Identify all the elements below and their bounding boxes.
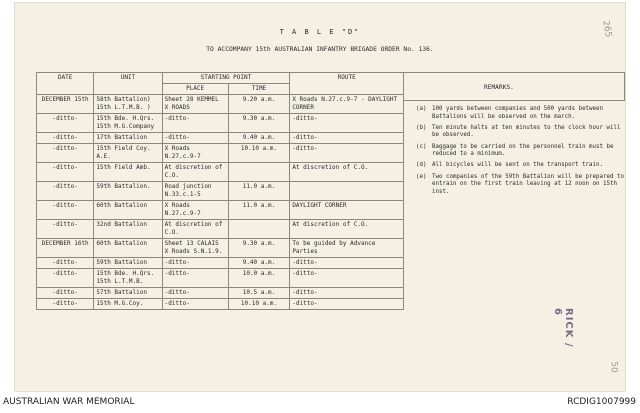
cell-route: X Roads N.27.c.9-7 - DAYLIGHT CORNER	[290, 95, 404, 114]
cell-date: -ditto-	[37, 201, 94, 220]
cell-place: At discretion of C.O.	[162, 163, 228, 182]
cell-time: 9.20 a.m.	[228, 95, 290, 114]
cell-date: -ditto-	[37, 269, 94, 288]
cell-route: -ditto-	[290, 258, 404, 269]
table-row	[37, 269, 404, 288]
cell-date: DECEMBER 15th	[37, 95, 94, 114]
cell-date: -ditto-	[37, 144, 94, 163]
stamp: RICK / 6	[552, 308, 574, 348]
cell-time: 10.5 a.m.	[228, 288, 290, 299]
table-row	[37, 114, 404, 133]
cell-unit: 57th Battalion	[94, 288, 162, 299]
remark-item	[416, 174, 626, 197]
remark-text: Two companies of the 59th Battalion will be prepared to entrain on the first train leaving at 12 noon on 15th inst.	[432, 173, 624, 195]
cell-place: Road junction N.33.c.1-5	[162, 182, 228, 201]
cell-time	[228, 220, 290, 239]
header-remarks-label: REMARKS.	[484, 84, 514, 91]
cell-place: -ditto-	[162, 299, 228, 310]
remark-item	[416, 125, 626, 140]
cell-route: To be guided by Advance Parties	[290, 239, 404, 258]
cell-time: 10.10 a.m.	[228, 299, 290, 310]
remark-label: (a)	[416, 106, 427, 112]
remarks-list	[416, 106, 626, 200]
cell-route: -ditto-	[290, 288, 404, 299]
table-row	[37, 144, 404, 163]
cell-unit: 32nd Battalion	[94, 220, 162, 239]
cell-unit: 59th Battalion.	[94, 182, 162, 201]
cell-date: DECEMBER 16th	[37, 239, 94, 258]
remark-item	[416, 106, 626, 121]
cell-date: -ditto-	[37, 299, 94, 310]
cell-place: Sheet 13 CALAIS X Roads S.N.1.9.	[162, 239, 228, 258]
header-route: ROUTE	[290, 73, 404, 95]
remark-label: (b)	[416, 124, 427, 131]
cell-unit: 60th Battalion	[94, 239, 162, 258]
cell-time: 9.40 a.m.	[228, 258, 290, 269]
remark-text: All bicycles will be sent on the transport train.	[432, 162, 604, 169]
remark-text: Ten minute halts at ten minutes to the clock hour will be observed.	[432, 124, 621, 139]
document-page	[14, 2, 626, 392]
table-row	[37, 201, 404, 220]
cell-date: -ditto-	[37, 182, 94, 201]
cell-route: -ditto-	[290, 269, 404, 288]
cell-route: At discretion of C.O.	[290, 163, 404, 182]
page-number-bottom: 50	[608, 361, 619, 373]
remark-text: Baggage to be carried on the personnel train must be reduced to a minimum.	[432, 143, 614, 158]
footer	[0, 394, 640, 413]
cell-date: -ditto-	[37, 114, 94, 133]
document-subtitle: TO ACCOMPANY 15th AUSTRALIAN INFANTRY BRIGADE ORDER No. 136.	[206, 46, 434, 53]
cell-unit: 15th Bde. H.Qrs. 15th L.T.M.B.	[94, 269, 162, 288]
cell-date: -ditto-	[37, 258, 94, 269]
remark-label: (d)	[416, 162, 427, 169]
cell-time	[228, 163, 290, 182]
cell-route: -ditto-	[290, 144, 404, 163]
cell-time: 9.30 a.m.	[228, 114, 290, 133]
header-date: DATE	[37, 73, 94, 95]
table-row	[37, 95, 404, 114]
cell-route	[290, 182, 404, 201]
header-unit: UNIT	[94, 73, 162, 95]
header-starting-point: STARTING POINT	[162, 73, 290, 84]
table-row	[37, 182, 404, 201]
cell-place: At discretion of C.O.	[162, 220, 228, 239]
cell-place: -ditto-	[162, 269, 228, 288]
remark-item	[416, 162, 626, 170]
table-row	[37, 288, 404, 299]
cell-place: -ditto-	[162, 133, 228, 144]
document-title: T A B L E "D"	[279, 28, 361, 36]
cell-unit: 15th Field Amb.	[94, 163, 162, 182]
table-row	[37, 299, 404, 310]
cell-unit: 17th Battalion	[94, 133, 162, 144]
cell-route: -ditto-	[290, 114, 404, 133]
cell-unit: 59th Battalion	[94, 258, 162, 269]
remark-text: 100 yards between companies and 500 yards between Battalions will be observed on the march.	[432, 106, 604, 120]
cell-date: -ditto-	[37, 133, 94, 144]
cell-place: -ditto-	[162, 114, 228, 133]
cell-place: -ditto-	[162, 288, 228, 299]
cell-place: -ditto-	[162, 258, 228, 269]
table-row	[37, 220, 404, 239]
cell-unit: 60th Battalion	[94, 201, 162, 220]
remark-label: (e)	[416, 173, 427, 180]
footer-source: AUSTRALIAN WAR MEMORIAL	[3, 397, 135, 407]
header-time: TIME	[228, 84, 290, 95]
cell-time: 9.30 a.m.	[228, 239, 290, 258]
cell-unit: 15th Field Coy. A.E.	[94, 144, 162, 163]
cell-unit: 15th Bde. H.Qrs. 15th M.G.Company	[94, 114, 162, 133]
table-row	[37, 163, 404, 182]
remark-label: (c)	[416, 143, 427, 150]
remark-item	[416, 144, 626, 159]
orders-table	[36, 72, 404, 310]
cell-unit: 15th M.G.Coy.	[94, 299, 162, 310]
cell-route: -ditto-	[290, 299, 404, 310]
cell-place: X Roads N.27.c.9-7	[162, 201, 228, 220]
table-row	[37, 239, 404, 258]
cell-place: Sheet 28 KEMMEL X ROADS	[162, 95, 228, 114]
header-remarks	[404, 72, 625, 101]
cell-route: At discretion of C.O.	[290, 220, 404, 239]
table-row	[37, 258, 404, 269]
cell-unit: 58th Battalion) 15th L.T.M.B. )	[94, 95, 162, 114]
page-number-top: 265	[600, 19, 614, 39]
cell-place: X Roads N.27.c.9-7	[162, 144, 228, 163]
cell-time: 10.0 a.m.	[228, 269, 290, 288]
cell-time: 9.40 a.m.	[228, 133, 290, 144]
cell-date: -ditto-	[37, 288, 94, 299]
cell-route: DAYLIGHT CORNER	[290, 201, 404, 220]
cell-date: -ditto-	[37, 220, 94, 239]
cell-time: 11.0 a.m.	[228, 182, 290, 201]
cell-route: -ditto-	[290, 133, 404, 144]
cell-time: 10.10 a.m.	[228, 144, 290, 163]
cell-time: 11.0 a.m.	[228, 201, 290, 220]
footer-record-id: RCDIG1007999	[567, 397, 636, 407]
cell-date: -ditto-	[37, 163, 94, 182]
header-place: PLACE	[162, 84, 228, 95]
table-row	[37, 133, 404, 144]
